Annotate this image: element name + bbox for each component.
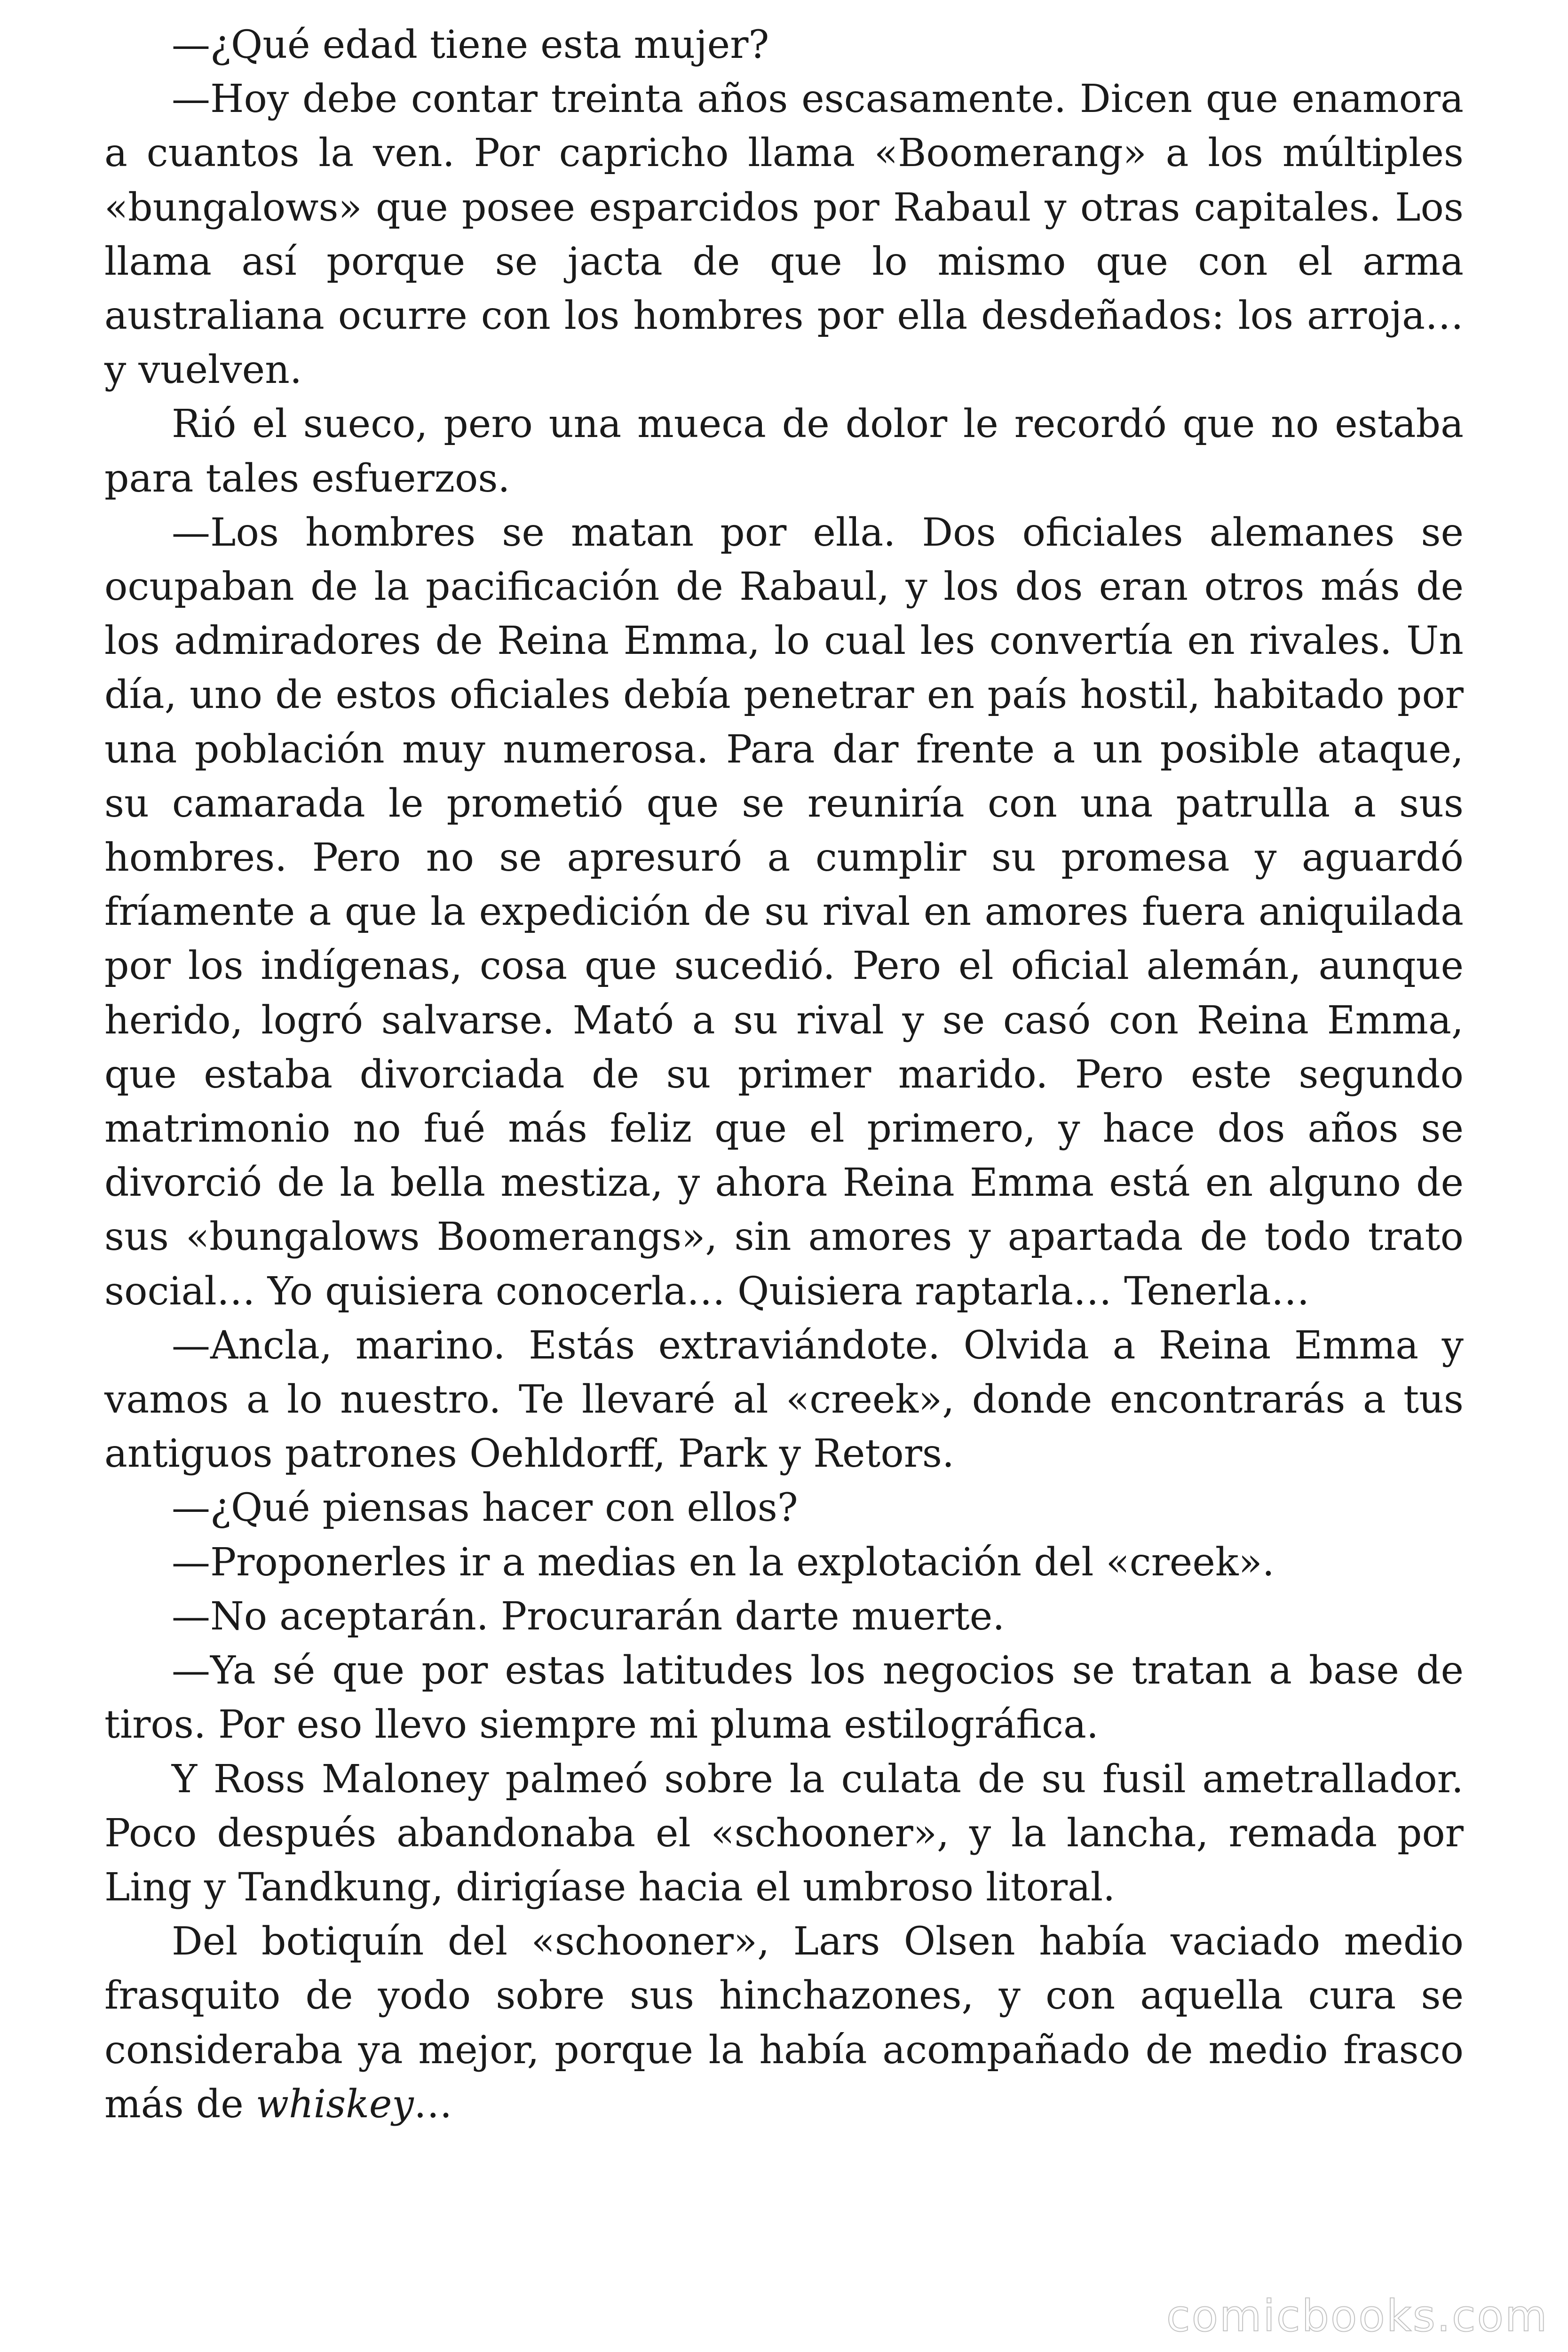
paragraph-4: —Los hombres se matan por ella. Dos oficiales alemanes se ocupaban de la pacificación de Rabaul, y los dos eran otros más de los admiradores de Reina Emma, lo cual les convertía en rivales. Un día, uno de estos oficiales debía penetrar en país hostil, habitado por una población muy numerosa. Para dar frente a un posible ataque, su camarada le prometió que se reuniría con una patrulla a sus hombres. Pero no se apresuró a cumplir su promesa y aguardó fríamente a que la expedición de su rival en amores fuera aniquilada por los indígenas, cosa que sucedió. Pero el oficial alemán, aunque herido, logró salvarse. Mató a su rival y se casó con Reina Emma, que estaba divorciada de su primer marido. Pero este segundo matrimonio no fué más feliz que el primero, y hace dos años se divorció de la bella mestiza, y ahora Reina Emma está en alguno de sus «bungalows Boomerangs», sin amores y apartada de todo trato social… Yo quisiera conocerla… Quisiera raptarla… Tenerla…: [104, 510, 1464, 1314]
paragraph-8: —No aceptarán. Procurarán darte muerte.: [172, 1594, 1005, 1639]
paragraph-10: Y Ross Maloney palmeó sobre la culata de su fusil ametrallador. Poco después abandonaba el «schooner», y la lancha, remada por Ling y Tandkung, dirigíase hacia el umbroso litoral.: [104, 1756, 1464, 1910]
book-page-text: [104, 18, 1464, 2131]
italic-word: whiskey: [255, 2082, 414, 2127]
paragraph-11: [104, 1915, 1464, 2131]
watermark-text: comicbooks.com: [1166, 2291, 1549, 2341]
paragraph-11-ending: …: [413, 2082, 452, 2127]
paragraph-3: Rió el sueco, pero una mueca de dolor le recordó que no estaba para tales esfuerzos.: [104, 402, 1464, 501]
paragraph-1: —¿Qué edad tiene esta mujer?: [172, 23, 769, 67]
paragraph-7: —Proponerles ir a medias en la explotación del «creek».: [172, 1540, 1275, 1585]
paragraph-2: —Hoy debe contar treinta años escasamente. Dicen que enamora a cuantos la ven. Por capricho llama «Boomerang» a los múltiples «bungalows» que posee esparcidos por Rabaul y otras capitales. Los llama así porque se jacta de que lo mismo que con el arma australiana ocurre con los hombres por ella desdeñados: los arroja… y vuelven.: [104, 77, 1464, 393]
paragraph-5: —Ancla, marino. Estás extraviándote. Olvida a Reina Emma y vamos a lo nuestro. Te llevaré al «creek», donde encontrarás a tus antiguos patrones Oehldorff, Park y Retors.: [104, 1323, 1464, 1477]
paragraph-9: —Ya sé que por estas latitudes los negocios se tratan a base de tiros. Por eso llevo siempre mi pluma estilográfica.: [104, 1648, 1464, 1748]
paragraph-6: —¿Qué piensas hacer con ellos?: [172, 1486, 798, 1531]
paragraph-11-text: Del botiquín del «schooner», Lars Olsen había vaciado medio frasquito de yodo sobre sus hinchazones, y con aquella cura se consideraba ya mejor, porque la había acompañado de medio frasco más de: [104, 1919, 1464, 2127]
